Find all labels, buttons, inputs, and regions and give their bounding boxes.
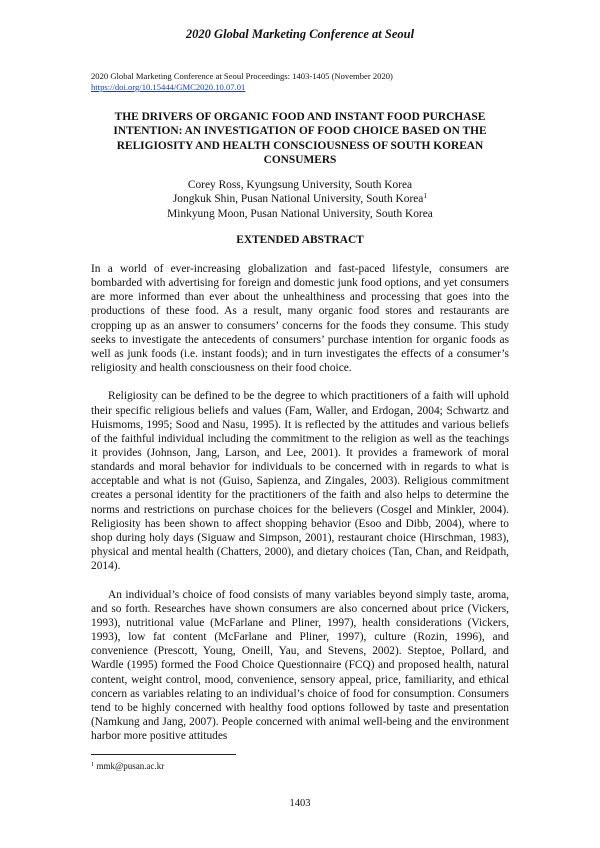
author-list (91, 178, 509, 221)
abstract-body (91, 262, 509, 757)
running-header: 2020 Global Marketing Conference at Seoul (185, 27, 415, 41)
page-number: 1403 (289, 798, 311, 809)
footnote-divider (91, 754, 236, 755)
section-heading: EXTENDED ABSTRACT (236, 234, 364, 246)
paper-title: THE DRIVERS OF ORGANIC FOOD AND INSTANT FOOD PURCHASE INTENTION: AN INVESTIGATION OF FOOD CHOICE BASED ON THE RELIGIOSITY AND HEALTH CONSCIOUSNESS OF SOUTH KOREAN CONSUMERS (113, 111, 487, 166)
paragraph: Religiosity can be defined to be the degree to which practitioners of a faith will uphold their specific religious beliefs and values (Fam, Waller, and Erdogan, 2004; Schwartz and Huismoms, 1995; Sood and Nasu, 1995). It is reflected by the attitudes and various beliefs of the faithful individual including the commitment to the religion as well as the teachings it provides (Johnson, Jang, Larson, and Lee, 2001). It provides a framework of moral standards and moral behavior for individuals to be concerned with in regards to what is acceptable and what is not (Guiso, Sapienza, and Zingales, 2003). Religious commitment creates a personal identity for the practitioners of the faith and also helps to determine the norms and restrictions on purchase choices for the believers (Cosgel and Minkler, 2004). Religiosity has been shown to affect shopping behavior (Esoo and Dibb, 2004), where to shop during holy days (Siguaw and Simpson, 2001), restaurant choice (Hirschman, 1983), physical and mental health (Chatters, 2000), and dietary choices (Tan, Chan, and Reidpath, 2014). (91, 390, 509, 573)
footnote-mark: 1 (91, 761, 95, 768)
proceedings-info (91, 71, 511, 93)
doi-link[interactable]: https://doi.org/10.15444/GMC2020.10.07.01 (91, 82, 246, 92)
author-line: Minkyung Moon, Pusan National University, South Korea (167, 207, 433, 220)
paragraph: An individual’s choice of food consists of many variables beyond simply taste, aroma, and so forth. Researches have shown consumers are also concerned about price (Vickers, 1993), nutritional value (McFarlane and Pliner, 1997), health considerations (Vickers, 1993), low fat content (McFarlane and Pliner, 1997), culture (Rozin, 1996), and convenience (Prescott, Young, Oneill, Yau, and Stevens, 2002). Steptoe, Pollard, and Wardle (1995) formed the Food Choice Questionnaire (FCQ) and proposed health, natural content, weight control, mood, convenience, sensory appeal, price, familiarity, and ethical concern as variables relating to an individual’s choice of food for consumption. Consumers tend to be highly concerned with healthy food options followed by taste and presentation (Namkung and Jang, 2007). People concerned with animal well-being and the environment harbor more positive attitudes (91, 588, 509, 743)
paragraph: In a world of ever-increasing globalization and fast-paced lifestyle, consumers are bombarded with advertising for foreign and domestic junk food options, and yet consumers are more informed than ever about the unhealthiness and processing that goes into the productions of these food. As a result, many organic food stores and restaurants are cropping up as an answer to consumers’ concerns for the foods they consume. This study seeks to investigate the antecedents of consumers’ purchase intention for organic foods as well as junk foods (i.e. instant foods); and in turn investigates the effects of a consumer’s religiosity and health consciousness on their food choice. (91, 263, 509, 375)
author-line: Jongkuk Shin, Pusan National University, South Korea$^1$ (172, 191, 428, 206)
proceedings-citation: 2020 Global Marketing Conference at Seoul Proceedings: 1403-1405 (November 2020) (91, 71, 393, 81)
footnote (91, 761, 391, 772)
author-line: Corey Ross, Kyungsung University, South Korea (187, 179, 413, 191)
footnote-text: mmk@pusan.ac.kr (94, 761, 165, 771)
footnote-marker[interactable]: 1 (423, 191, 428, 201)
